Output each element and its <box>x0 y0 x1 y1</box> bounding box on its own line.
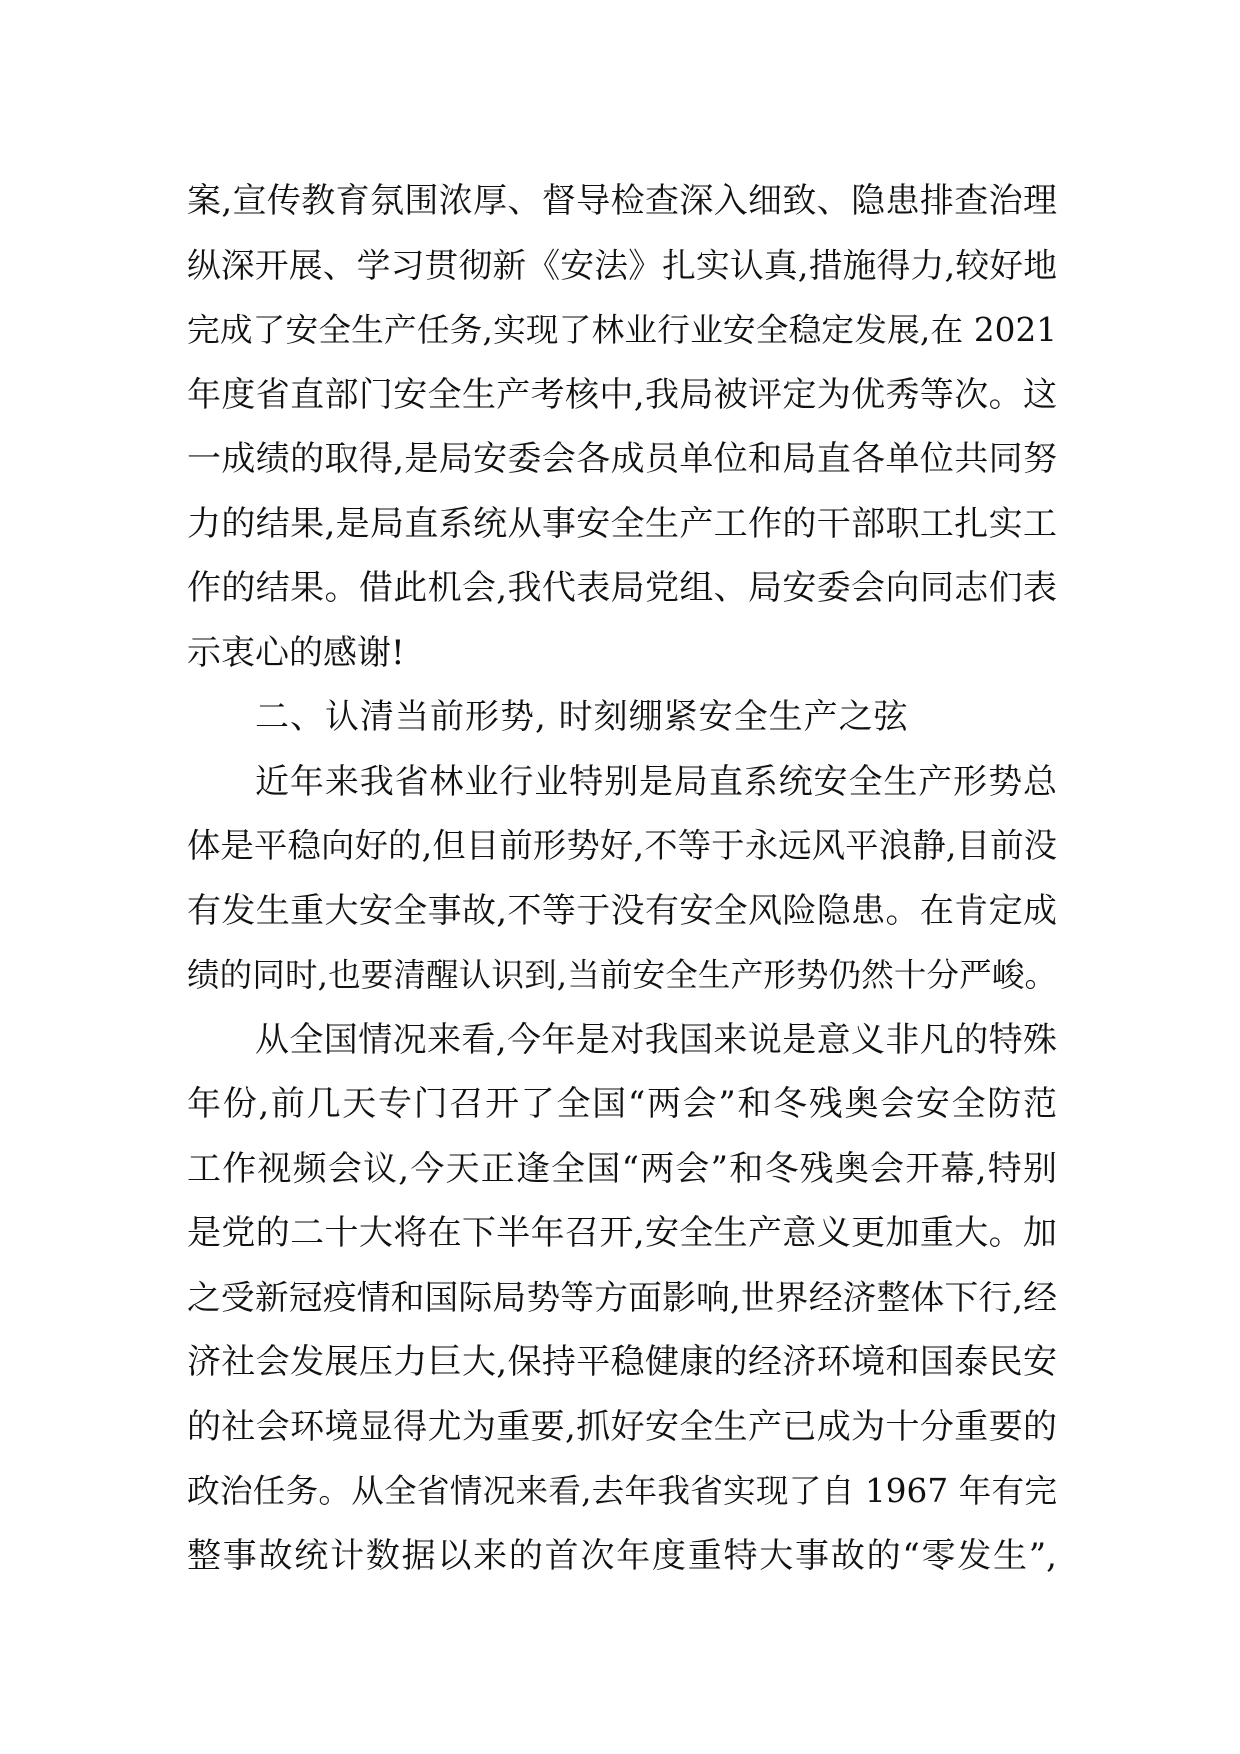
body-line: 是党的二十大将在下半年召开,安全生产意义更加重大。加 <box>187 1213 1057 1253</box>
body-line: 体是平稳向好的,但目前形势好,不等于永远风平浪静,目前没 <box>187 826 1057 865</box>
body-line: 绩的同时,也要清醒认识到,当前安全生产形势仍然十分严峻。 <box>187 956 1057 994</box>
body-line: 有发生重大安全事故,不等于没有安全风险隐患。在肯定成 <box>187 890 1057 931</box>
body-line: 之受新冠疫情和国际局势等方面影响,世界经济整体下行,经 <box>187 1277 1057 1317</box>
body-line: 整事故统计数据以来的首次年度重特大事故的“零发生”, <box>187 1535 1057 1576</box>
body-line: 案,宣传教育氛围浓厚、督导检查深入细致、隐患排查治理 <box>187 181 1057 221</box>
body-line: 的社会环境显得尤为重要,抓好安全生产已成为十分重要的 <box>187 1406 1057 1447</box>
body-line: 政治任务。从全省情况来看,去年我省实现了自 1967 年有完 <box>187 1472 1057 1510</box>
body-line: 从全国情况来看,今年是对我国来说是意义非凡的特殊 <box>255 1019 1057 1060</box>
body-line: 年度省直部门安全生产考核中,我局被评定为优秀等次。这 <box>187 374 1057 415</box>
body-line: 济社会发展压力巨大,保持平稳健康的经济环境和国泰民安 <box>187 1342 1057 1382</box>
body-line: 纵深开展、学习贯彻新《安法》扎实认真,措施得力,较好地 <box>187 245 1057 285</box>
body-line: 力的结果,是局直系统从事安全生产工作的干部职工扎实工 <box>187 503 1057 544</box>
body-line: 近年来我省林业行业特别是局直系统安全生产形势总 <box>255 761 1057 802</box>
document-body <box>187 169 1057 1588</box>
section-heading: 二、认清当前形势, 时刻绷紧安全生产之弦 <box>255 697 909 737</box>
body-line: 一成绩的取得,是局安委会各成员单位和局直各单位共同努 <box>187 439 1057 479</box>
body-line: 年份,前几天专门召开了全国“两会”和冬残奥会安全防范 <box>187 1084 1057 1124</box>
body-line: 完成了安全生产任务,实现了林业行业安全稳定发展,在 2021 <box>187 311 1057 349</box>
body-line: 示衷心的感谢! <box>187 632 405 673</box>
body-line: 工作视频会议,今天正逢全国“两会”和冬残奥会开幕,特别 <box>187 1148 1057 1189</box>
body-line: 作的结果。借此机会,我代表局党组、局安委会向同志们表 <box>187 568 1057 608</box>
